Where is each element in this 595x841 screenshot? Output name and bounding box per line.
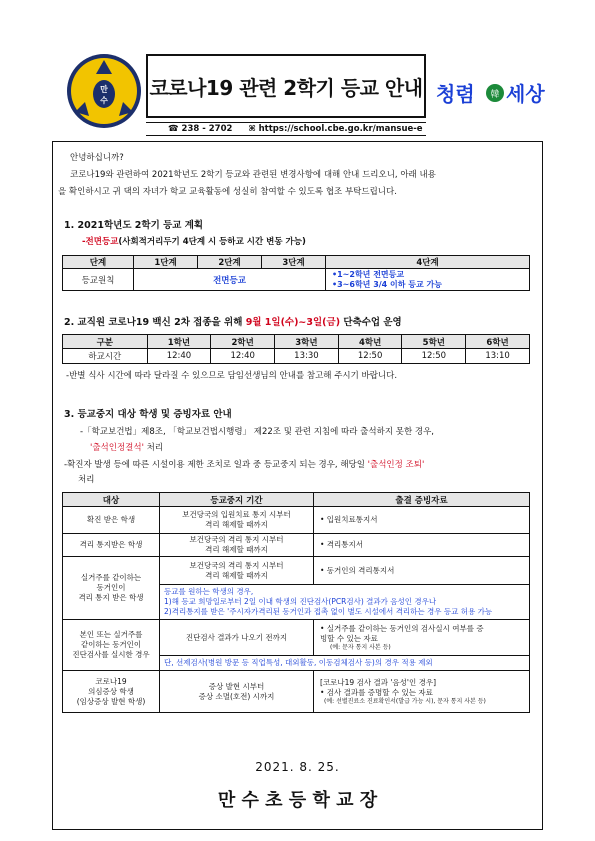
phone-number: ☎ 238 - 2702 [168, 124, 233, 134]
table-header: 출결 증빙자료 [314, 493, 530, 507]
table-header: 2학년 [211, 335, 275, 349]
target-cell: 격리 통지받은 학생 [63, 534, 160, 557]
proof-cell: • 동거인의 격리통지서 [314, 557, 530, 585]
intro-line-2: 을 확인하시고 귀 댁의 자녀가 학교 교육활동에 성실히 참여할 수 있도록 협조 부탁드립니다. [58, 187, 397, 197]
note-cell: 등교를 원하는 학생의 경우, 1)해 등교 희망일로부터 2일 이내 학생의 진단검사(PCR검사) 결과가 음성인 경우나 2)격리통지를 받은 '주시자가격리된 동거인과 접촉 없이 별도 시설에서 격리하는 경우 등교 허용 가능 [160, 585, 530, 620]
period-cell: 보건당국의 격리 통지 시부터 격리 해제할 때까지 [160, 534, 314, 557]
section3-heading: 3. 등교중지 대상 학생 및 증빙자료 안내 [64, 409, 232, 420]
target-cell: 본인 또는 실거주를 같이하는 동거인이 진단검사를 실시한 경우 [63, 620, 160, 671]
absence-table [62, 492, 530, 713]
section2-note: -반별 식사 시간에 따라 달라질 수 있으므로 담임선생님의 안내를 참고해 주시기 바랍니다. [66, 371, 398, 381]
greeting: 안녕하십니까? [70, 153, 124, 163]
issue-date: 2021. 8. 25. [255, 760, 340, 774]
table-cell: 12:50 [402, 349, 466, 364]
table-cell: 13:10 [466, 349, 530, 364]
table-row [63, 534, 530, 557]
section3-bullet-2-cont: 처리 [78, 475, 95, 485]
dismissal-table [62, 334, 530, 364]
target-cell: 코로나19 의심증상 학생 (임상증상 발현 학생) [63, 671, 160, 713]
section3-bullet-1-cont: '출석인정결석' 처리 [90, 443, 164, 453]
svg-text:수: 수 [100, 96, 108, 105]
page-title: 코로나19 관련 2학기 등교 안내 [149, 75, 423, 100]
table-header: 3학년 [275, 335, 339, 349]
table-row [63, 620, 530, 656]
period-cell: 보건당국의 격리 통지 시부터 격리 해제할 때까지 [160, 557, 314, 585]
stage-table [62, 255, 530, 291]
proof-cell: • 격리통지서 [314, 534, 530, 557]
svg-text:만: 만 [100, 85, 108, 94]
school-logo [65, 52, 143, 130]
note-cell: 단, 선제검사(병원 방문 등 직업특성, 대외활동, 이동검체검사 등)의 경우 적용 제외 [160, 656, 530, 671]
table-row [63, 557, 530, 585]
target-cell: 실거주를 같이하는 동거인이 격리 통지 받은 학생 [63, 557, 160, 620]
svg-text:세상: 세상 [506, 82, 545, 106]
period-cell: 진단검사 결과가 나오기 전까지 [160, 620, 314, 656]
table-header: 구분 [63, 335, 148, 349]
table-header: 단계 [63, 256, 134, 269]
row-label: 등교원칙 [63, 269, 134, 291]
table-row [63, 507, 530, 534]
stage-1-3-value: 전면등교 [134, 269, 326, 291]
intro-line-1: 코로나19와 관련하여 2021학년도 2학기 등교와 관련된 변경사항에 대해 안내 드리오니, 아래 내용 [70, 170, 436, 180]
stage-4-value: •1~2학년 전면등교 •3~6학년 3/4 이하 등교 가능 [326, 269, 530, 291]
svg-text:청렴: 청렴 [436, 82, 475, 106]
table-cell: 12:50 [338, 349, 402, 364]
section1-heading: 1. 2021학년도 2학기 등교 계획 [64, 220, 204, 231]
table-cell: 13:30 [275, 349, 339, 364]
section3-bullet-1: -「학교보건법」제8조, 「학교보건법시행령」 제22조 및 관련 지침에 따라 출석하지 못한 경우, [80, 427, 434, 437]
table-cell: 12:40 [147, 349, 211, 364]
section1-note: -전면등교(사회적거리두기 4단계 시 등하교 시간 변동 가능) [82, 237, 306, 247]
section2-heading: 2. 교직원 코로나19 백신 2차 접종을 위해 9월 1일(수)~3일(금) 단축수업 운영 [64, 317, 402, 328]
principal-signature: 만 수 초 등 학 교 장 [217, 790, 378, 811]
table-cell: 12:40 [211, 349, 275, 364]
table-header: 2단계 [198, 256, 262, 269]
table-row [63, 671, 530, 713]
svg-text:韓: 韓 [490, 90, 500, 100]
table-header: 5학년 [402, 335, 466, 349]
table-header: 4단계 [326, 256, 530, 269]
title-box [146, 54, 426, 118]
integrity-slogan-logo [434, 78, 559, 108]
table-header: 1단계 [134, 256, 198, 269]
contact-bar [146, 122, 426, 136]
section3-bullet-2: -확진자 발생 등에 따른 시설이용 제한 조치로 일과 중 등교중지 되는 경우, 해당일 '출석인정 조퇴' [64, 460, 425, 470]
table-header: 6학년 [466, 335, 530, 349]
table-header: 등교중지 기간 [160, 493, 314, 507]
table-header: 4학년 [338, 335, 402, 349]
website-link[interactable]: ⌘ https://school.cbe.go.kr/mansue-e [248, 124, 423, 134]
period-cell: 증상 발현 시부터 증상 소멸(호전) 시까지 [160, 671, 314, 713]
target-cell: 확진 받은 학생 [63, 507, 160, 534]
table-header: 1학년 [147, 335, 211, 349]
link-icon: ⌘ [248, 124, 259, 133]
proof-cell: • 실거주를 같이하는 동거인의 검사실시 여부를 증 빙할 수 있는 자료 (예: 문자 통지 사본 등) [314, 620, 530, 656]
proof-cell: [코로나19 검사 결과 '음성'인 경우] • 검사 결과를 증명할 수 있는 자료 (예: 선별진료소 진료확인서(발급 가능 시), 문자 통지 사본 등) [314, 671, 530, 713]
proof-cell: • 입원치료통지서 [314, 507, 530, 534]
row-label: 하교시간 [63, 349, 148, 364]
table-header: 3단계 [262, 256, 326, 269]
table-header: 대상 [63, 493, 160, 507]
period-cell: 보건당국의 입원치료 통지 시부터 격리 해제할 때까지 [160, 507, 314, 534]
